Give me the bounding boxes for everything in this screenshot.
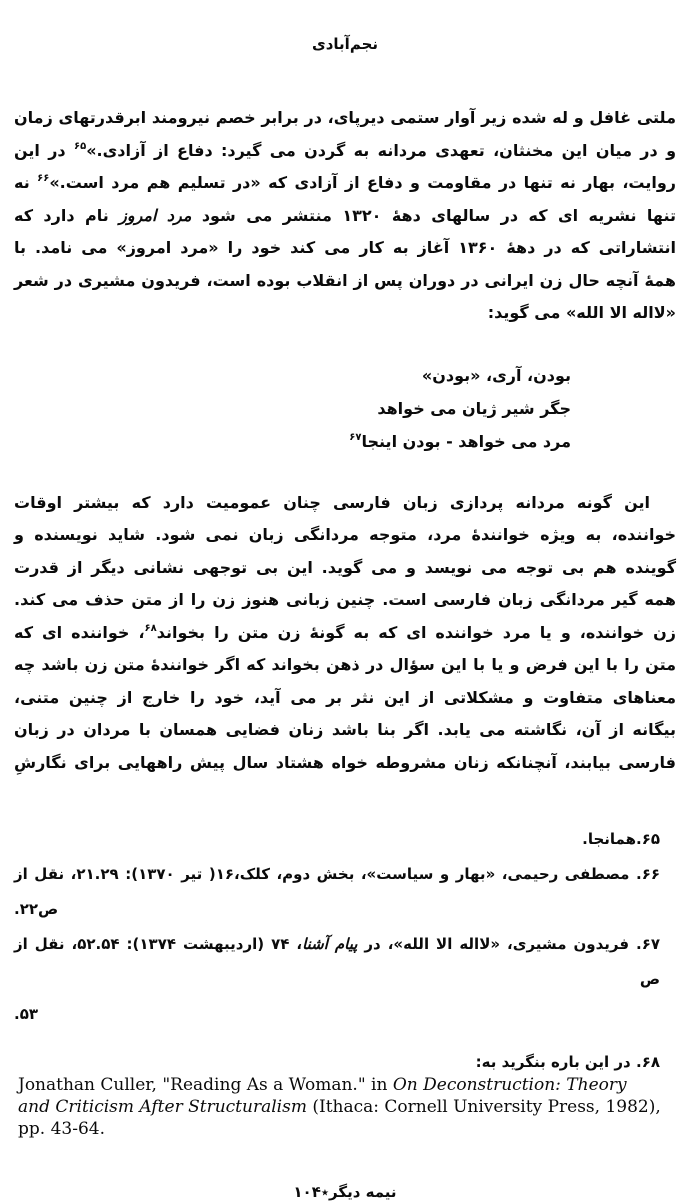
text-line: خواننده، به ویژه خوانندۀ مرد، متوجه مردانگی زبان نمی شود. شاید نویسنده و bbox=[14, 525, 676, 544]
footnote-line: ص۲۲. bbox=[14, 900, 59, 918]
text-line: این گونه مردانه پردازی زبان فارسی چنان عمومیت دارد که بیشتر اوقات bbox=[14, 492, 650, 512]
poem-line: جگر شیر ژیان می خواهد bbox=[377, 398, 571, 418]
text-line: تنها نشریه ای که در سالهای دهۀ ۱۳۲۰ منتشر می شود مرد امروز نام دارد که bbox=[14, 205, 677, 225]
page-footer: نیمه دیگر٭۱۰۴ bbox=[293, 1183, 397, 1201]
text-line: «لااله الا الله» می گوید: bbox=[487, 303, 676, 322]
footnote-line: ۶۶. مصطفی رحیمی، «بهار و سیاست»، بخش دوم، کلک،۱۶( تیر ۱۳۷۰): ۲۱.۲۹، نقل از bbox=[14, 865, 660, 883]
footnote-line: ۶۵.همانجا. bbox=[582, 830, 660, 848]
poem bbox=[14, 359, 571, 458]
footnotes-section bbox=[14, 822, 676, 1080]
text-line: و در میان این مخنثان، تعهدی مردانه به گردن می گیرد: دفاع از آزادی.»$^{۶۵}$ در این bbox=[14, 140, 677, 160]
citation-line: Jonathan Culler, "Reading As a Woman." in On Deconstruction: Theory bbox=[18, 1075, 627, 1095]
paragraph-primary bbox=[14, 102, 676, 330]
text-line: زن خواننده، و یا مرد خواننده ای که به گونۀ زن متن را بخواند$^{۶۸}$، خواننده ای که bbox=[14, 622, 676, 642]
poem-line: مرد می خواهد - بودن اینجا$^{۶۷}$ bbox=[349, 431, 571, 451]
citation-line: pp. 43-64. bbox=[18, 1119, 105, 1139]
footnote-line: ۶۸. در این باره بنگرید به: bbox=[475, 1053, 660, 1071]
text-line: روایت، بهار نه تنها در مقاومت و دفاع از آزادی که «در تسلیم هم مرد است.»$^{۶۶}$ نه bbox=[14, 173, 677, 192]
text-line: بیگانه از آن، نگاشته می یابد. اگر بنا باشد زنان فضایی همسان با مردان در زبان bbox=[14, 720, 676, 739]
footnote-65 bbox=[14, 822, 660, 857]
paragraph-secondary bbox=[14, 487, 676, 780]
english-citation bbox=[14, 1074, 676, 1140]
citation-line: and Criticism After Structuralism (Ithaca: Cornell University Press, 1982), bbox=[18, 1097, 661, 1117]
text-line: همۀ آنچه حال زن ایرانی در دوران پس از انقلاب بوده است، فریدون مشیری در شعر bbox=[14, 270, 676, 290]
footnote-67 bbox=[14, 927, 660, 1032]
footnote-66 bbox=[14, 857, 660, 927]
text-line: معناهای متفاوت و مشکلاتی از این نثر بر می آید، خود را خارج از چنین متنی، bbox=[14, 687, 676, 707]
poem-line: بودن، آری، «بودن» bbox=[421, 365, 571, 385]
text-line: گوینده هم بی توجه می نویسد و می گوید. این بی توجهی نشانی دیگر از قدرت bbox=[14, 557, 676, 577]
running-head: نجم‌آبادی bbox=[311, 35, 379, 53]
footnote-line: ۶۷. فریدون مشیری، «لااله الا الله»، در پیام آشنا، ۷۴ (اردیبهشت ۱۳۷۴): ۵۲.۵۴، نقل از ص bbox=[14, 935, 660, 988]
text-line: همه گیر مردانگی زبان فارسی است. چنین زبانی هنوز زن را از متن حذف می کند. bbox=[14, 590, 676, 609]
text-line: انتشاراتی که در دهۀ ۱۳۶۰ آغاز به کار می کند خود را «مرد امروز» می نامد. با bbox=[14, 238, 676, 257]
text-line: ملتی غافل و له شده زیر آوار ستمی دیرپای، در برابر خصم نیرومند ابرقدرتهای زمان bbox=[14, 108, 676, 127]
text-line: فارسی بیابند، آنچنانکه زنان مشروطه خواه هشتاد سال پیش راههایی برای نگارشِ bbox=[14, 752, 676, 772]
text-line: متن را با این فرض و یا با این سؤال در ذهن بخواند که اگر خوانندۀ متن زن باشد چه bbox=[14, 655, 676, 674]
footnote-line: ۵۳. bbox=[14, 1005, 39, 1023]
